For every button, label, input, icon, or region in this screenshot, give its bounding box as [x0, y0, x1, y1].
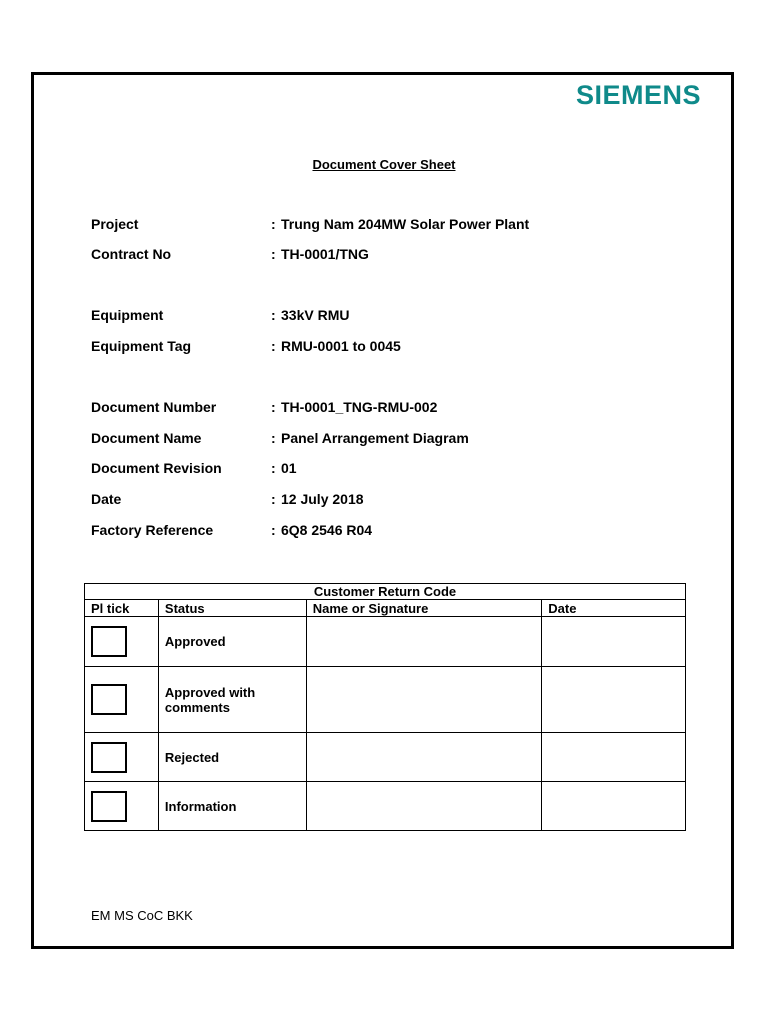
info-row-document-revision — [91, 460, 297, 476]
tick-checkbox[interactable] — [91, 791, 127, 822]
status-label: Approved with — [164, 684, 256, 700]
info-value: Trung Nam 204MW Solar Power Plant — [281, 216, 530, 232]
status-label: Approved — [164, 634, 226, 649]
info-value: TH-0001/TNG — [281, 246, 369, 262]
date-cell[interactable] — [542, 782, 686, 831]
status-label: Information — [164, 798, 237, 814]
info-row-document-name — [91, 430, 469, 446]
info-value: 33kV RMU — [281, 307, 350, 323]
page-title: Document Cover Sheet — [312, 157, 456, 172]
customer-return-table — [84, 583, 686, 831]
siemens-logo: SIEMENS — [576, 80, 702, 110]
info-value: RMU-0001 to 0045 — [281, 338, 401, 354]
col-header-status: Status — [158, 600, 306, 617]
status-label-line2: comments — [164, 699, 230, 715]
info-label: Document Revision — [91, 460, 222, 476]
date-cell[interactable] — [542, 667, 686, 733]
info-label: Contract No — [91, 246, 172, 262]
info-label: Equipment — [91, 307, 164, 323]
info-row-contract — [91, 246, 369, 262]
signature-cell[interactable] — [306, 782, 542, 831]
table-row — [85, 617, 686, 667]
tick-cell — [85, 667, 159, 733]
status-cell — [158, 667, 306, 733]
tick-cell — [85, 617, 159, 667]
info-label: Date — [91, 491, 122, 507]
col-header-date: Date — [542, 600, 686, 617]
info-row-factory-reference — [91, 522, 372, 538]
info-label: Document Number — [91, 399, 217, 415]
info-row-project — [91, 216, 529, 232]
status-label: Rejected — [164, 749, 220, 765]
info-value: 6Q8 2546 R04 — [281, 522, 373, 538]
info-label: Factory Reference — [91, 522, 214, 538]
signature-cell[interactable] — [306, 617, 542, 667]
info-value: 12 July 2018 — [281, 491, 364, 507]
table-title: Customer Return Code — [85, 584, 686, 600]
table-row — [85, 667, 686, 733]
info-colon: : — [271, 399, 276, 415]
tick-checkbox[interactable] — [91, 626, 127, 657]
tick-checkbox[interactable] — [91, 684, 127, 715]
signature-cell[interactable] — [306, 667, 542, 733]
col-header-pl-tick: Pl tick — [85, 600, 159, 617]
col-header-name-signature: Name or Signature — [306, 600, 542, 617]
info-colon: : — [271, 430, 276, 446]
info-value: TH-0001_TNG-RMU-002 — [281, 399, 438, 415]
info-colon: : — [271, 307, 276, 323]
date-cell[interactable] — [542, 617, 686, 667]
info-colon: : — [271, 246, 276, 262]
info-colon: : — [271, 338, 276, 354]
tick-cell — [85, 782, 159, 831]
info-value: Panel Arrangement Diagram — [281, 430, 469, 446]
date-cell[interactable] — [542, 733, 686, 782]
info-row-equipment — [91, 307, 349, 323]
info-colon: : — [271, 460, 276, 476]
table-row — [85, 782, 686, 831]
status-cell — [158, 782, 306, 831]
signature-cell[interactable] — [306, 733, 542, 782]
table-header-row — [85, 600, 686, 617]
status-cell — [158, 617, 306, 667]
info-label: Project — [91, 216, 139, 232]
footer-text: EM MS CoC BKK — [91, 908, 193, 923]
info-label: Document Name — [91, 430, 202, 446]
info-value: 01 — [281, 460, 297, 476]
info-colon: : — [271, 522, 276, 538]
info-row-equipment-tag — [91, 338, 401, 354]
info-colon: : — [271, 491, 276, 507]
table-row — [85, 733, 686, 782]
info-label: Equipment Tag — [91, 338, 192, 354]
table-title-row — [85, 584, 686, 600]
tick-cell — [85, 733, 159, 782]
info-row-date — [91, 491, 364, 507]
status-cell — [158, 733, 306, 782]
info-colon: : — [271, 216, 276, 232]
tick-checkbox[interactable] — [91, 742, 127, 773]
info-row-document-number — [91, 399, 437, 415]
